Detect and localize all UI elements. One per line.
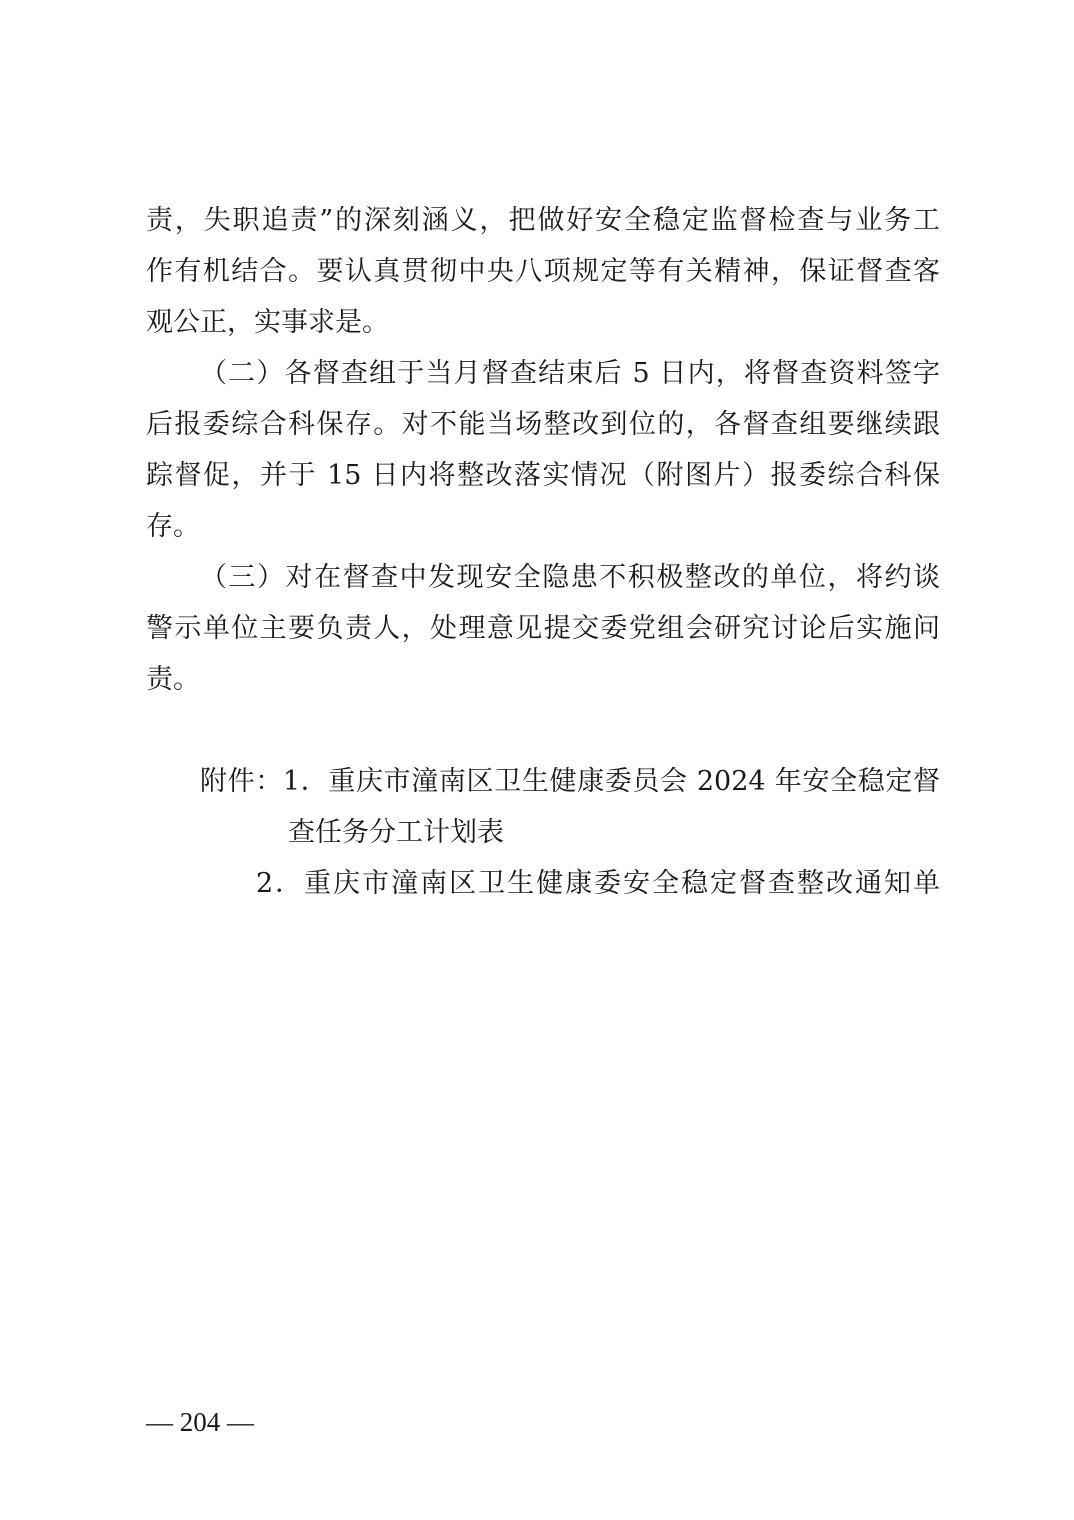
attachment-item-2: 2．重庆市潼南区卫生健康委安全稳定督查整改通知单 [256,868,940,899]
page-number: — 204 — [146,1407,254,1437]
paragraph-line: 警示单位主要负责人，处理意见提交委党组会研究讨论后实施问 [146,613,940,644]
paragraph-line: 后报委综合科保存。对不能当场整改到位的，各督查组要继续跟 [146,409,940,440]
paragraph-line: 责，失职追责”的深刻涵义，把做好安全稳定监督检查与业务工 [146,205,940,236]
paragraph-line: 存。 [146,511,200,542]
attachment-item-1-continuation: 查任务分工计划表 [288,817,504,848]
paragraph-line: （二）各督查组于当月督查结束后 5 日内，将督查资料签字 [200,358,940,389]
attachment-item-1: 附件：1．重庆市潼南区卫生健康委员会 2024 年安全稳定督 [200,766,940,797]
paragraph-line: 责。 [146,664,200,695]
paragraph-line: 踪督促，并于 15 日内将整改落实情况（附图片）报委综合科保 [146,460,940,491]
paragraph-line: 观公正，实事求是。 [146,307,389,338]
paragraph-line: 作有机结合。要认真贯彻中央八项规定等有关精神，保证督查客 [146,256,940,287]
paragraph-line: （三）对在督查中发现安全隐患不积极整改的单位，将约谈 [200,562,940,593]
